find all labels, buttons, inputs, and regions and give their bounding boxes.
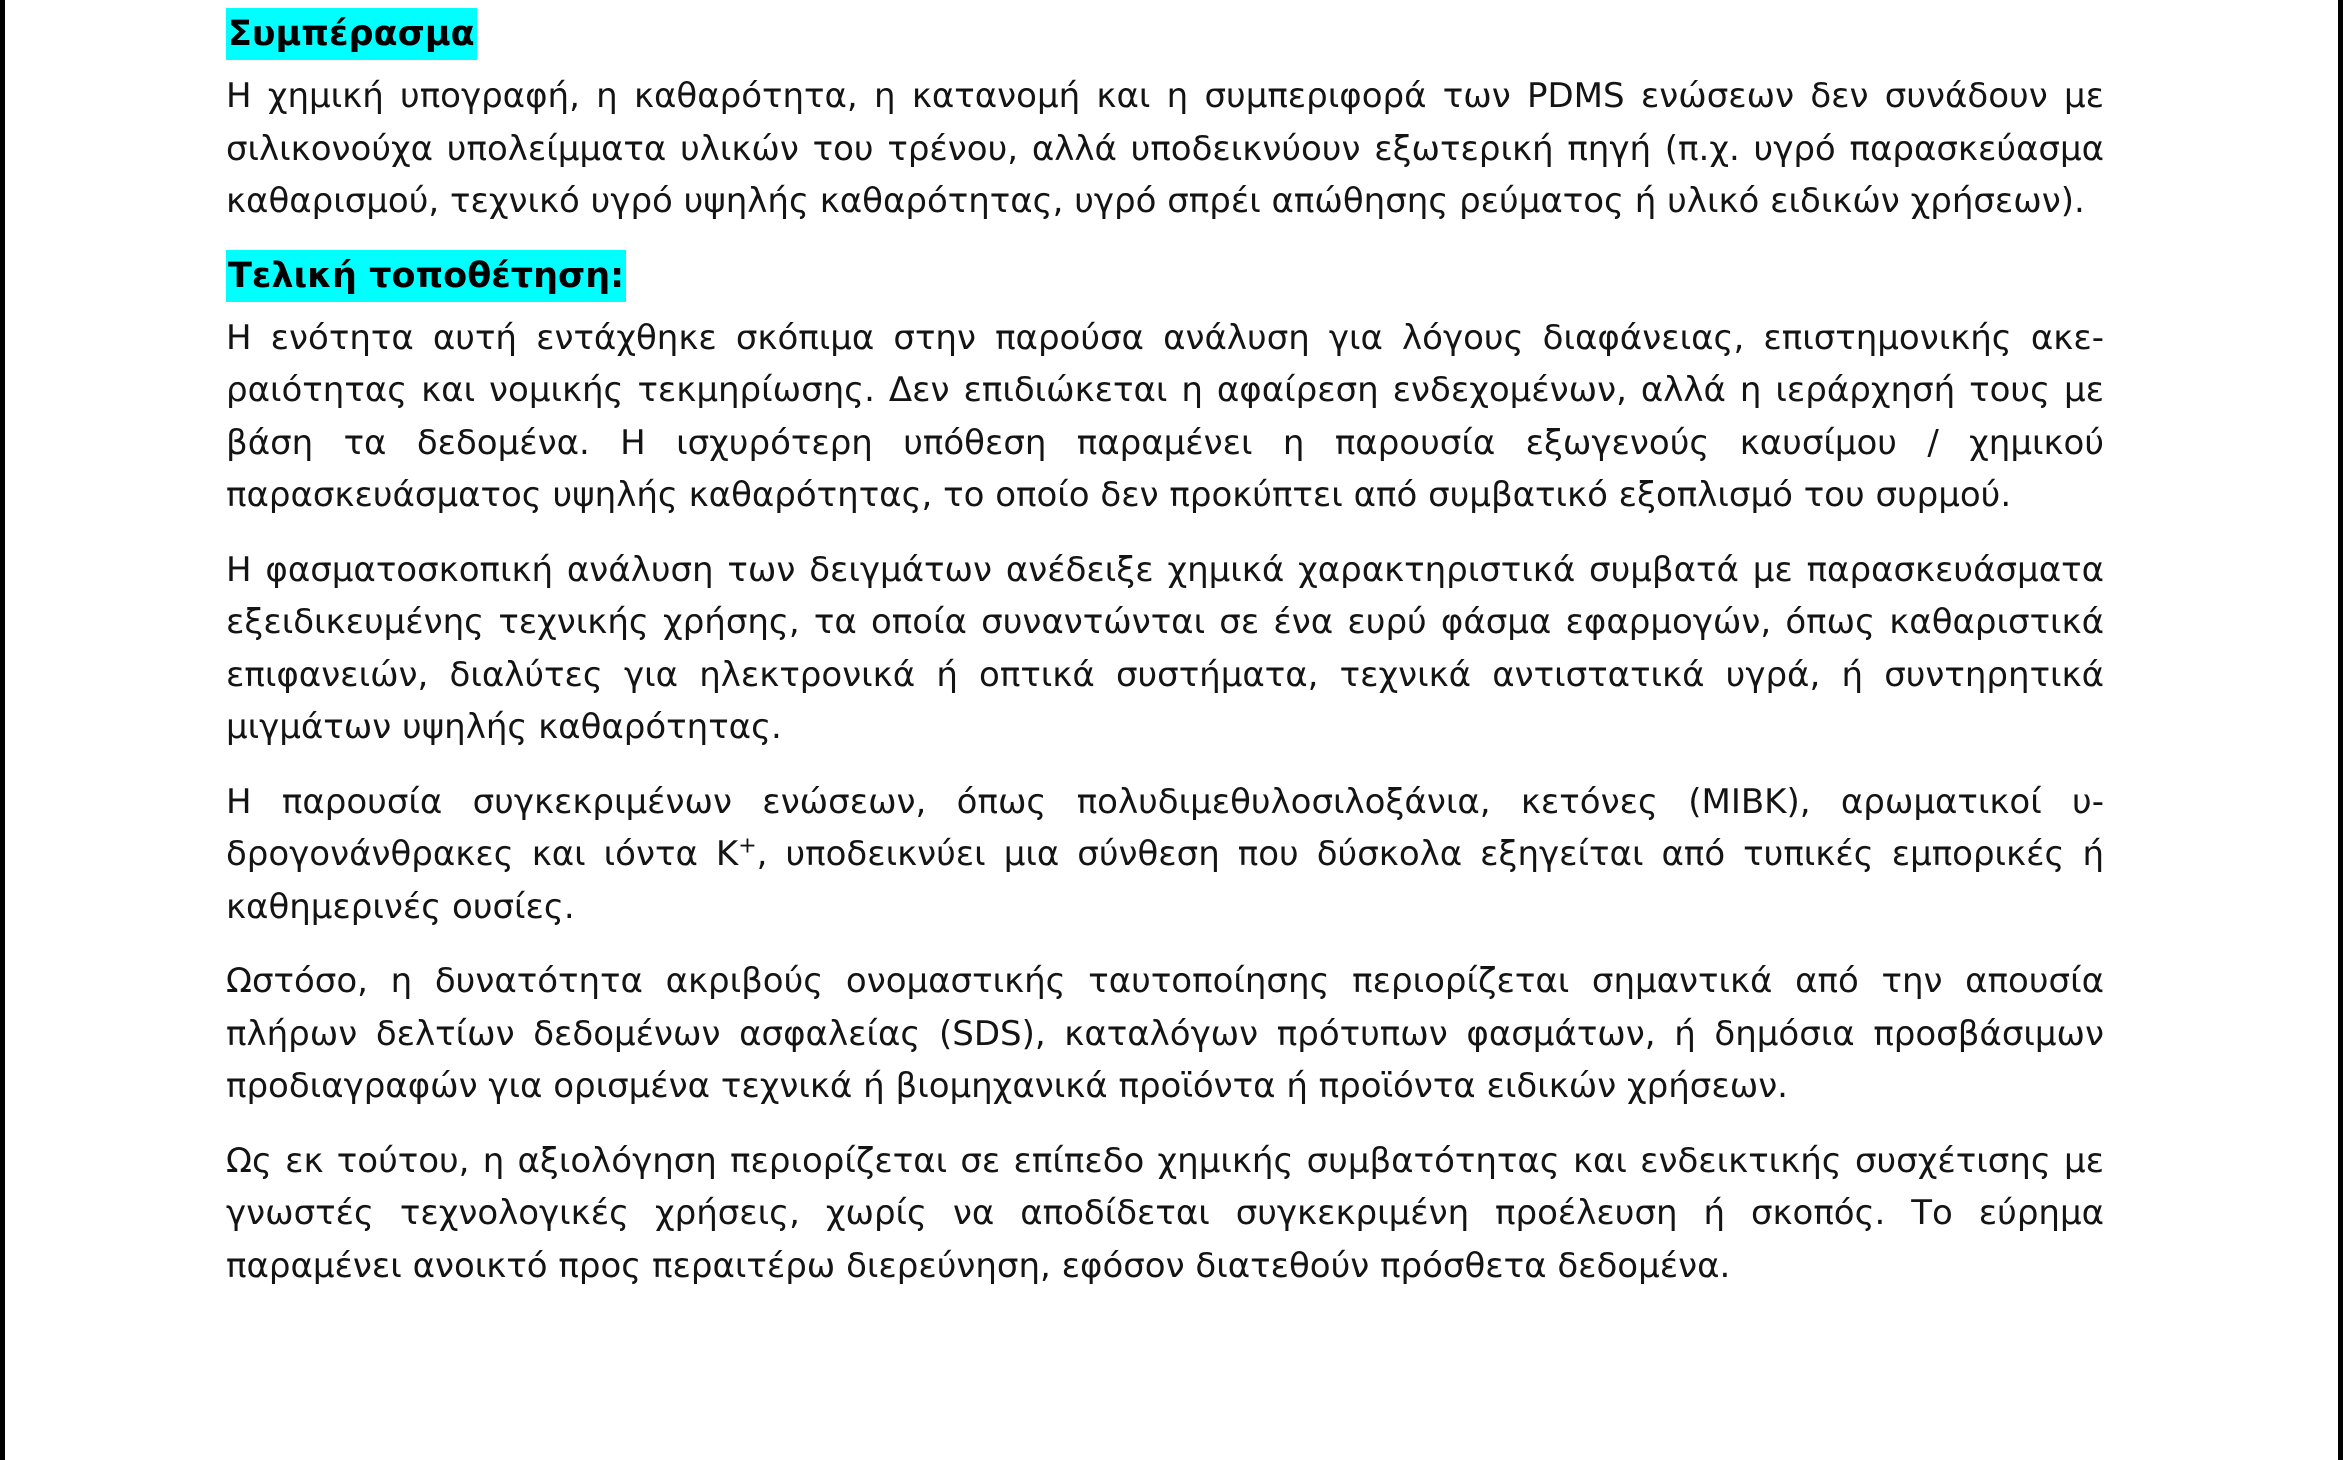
potassium-charge-superscript: + — [738, 833, 757, 859]
limitations-paragraph: Ωστόσο, η δυνατότητα ακριβούς ονομαστικής ταυτοποίησης περιορίζεται σημαντικά από την απουσία πλήρων δελτίων δεδομένων ασφαλείας (SDS), καταλόγων πρότυπων φασμάτων, ή δημόσια προσβάσιμων προδιαγραφών για ορισμένα τεχνικά ή βιομηχανικά προϊόντα ή προϊόντα ειδικών χρήσεων. — [226, 961, 2104, 1106]
compounds-paragraph — [226, 776, 2104, 934]
conclusion-heading-wrap — [226, 8, 2104, 70]
document-page — [226, 8, 2104, 1314]
final-position-paragraph-2: Η φασματοσκοπική ανάλυση των δειγμάτων ανέδειξε χημικά χαρακτηριστικά συμβατά με παρασκευάσματα εξειδικευμένης τεχνικής χρήσης, τα οποία συναντώνται σε ένα ευρύ φάσμα εφαρμογών, όπως καθαριστικά επιφανειών, διαλύτες για ηλεκτρονικά ή οπτικά συστήματα, τεχνικά αντιστατικά υγρά, ή συντηρητικά μιγμάτων υψηλής καθαρότητας. — [226, 549, 2104, 747]
compounds-paragraph-text: Η παρουσία συγκεκριμένων ενώσεων, όπως πολυδιμεθυλοσιλοξάνια, κετόνες (MIBK), αρωματικοί υδρογονάνθρακες και ιόντα K — [226, 781, 2104, 874]
final-position-heading-wrap — [226, 250, 2104, 312]
conclusion-paragraph: Η χημική υπογραφή, η καθαρότητα, η κατανομή και η συμπεριφορά των PDMS ενώσεων δεν συνάδουν με σιλικονούχα υπολείμματα υλικών του τρένου, αλλά υποδεικνύουν εξωτερική πηγή (π.χ. υγρό παρασκεύασμα καθαρισμού, τεχνικό υγρό υψηλής καθαρότητας, υγρό σπρέι απώθησης ρεύματος ή υλικό ειδικών χρήσεων). — [226, 76, 2104, 221]
final-position-heading: Τελική τοποθέτηση: — [226, 250, 626, 302]
final-position-paragraph-1: Η ενότητα αυτή εντάχθηκε σκόπιμα στην παρούσα ανάλυση για λόγους διαφάνειας, επιστημονικής ακεραιότητας και νομικής τεκμηρίωσης. Δεν επιδιώκεται η αφαίρεση ενδεχομένων, αλλά η ιεράρχησή τους με βάση τα δεδομένα. Η ισχυρότερη υπόθεση παραμένει η παρουσία εξωγενούς καυσίμου / χημικού παρασκευάσματος υψηλής καθαρότητας, το οποίο δεν προκύπτει από συμβατικό εξοπλισμό του συρμού. — [226, 317, 2104, 515]
assessment-paragraph: Ως εκ τούτου, η αξιολόγηση περιορίζεται σε επίπεδο χημικής συμβατότητας και ενδεικτικής συσχέτισης με γνωστές τεχνολογικές χρήσεις, χωρίς να αποδίδεται συγκεκριμένη προέλευση ή σκοπός. Το εύρημα παραμένει ανοικτό προς περαιτέρω διερεύνηση, εφόσον διατεθούν πρόσθετα δεδομένα. — [226, 1140, 2104, 1286]
conclusion-heading: Συμπέρασμα — [226, 8, 477, 60]
right-frame-edge — [2338, 0, 2343, 1460]
compounds-paragraph-text-end: , υποδεικνύει μια σύνθεση που δύσκολα εξηγείται από τυπικές εμπορικές ή καθημερινές ουσίες. — [226, 834, 2105, 927]
left-frame-edge — [0, 0, 5, 1460]
